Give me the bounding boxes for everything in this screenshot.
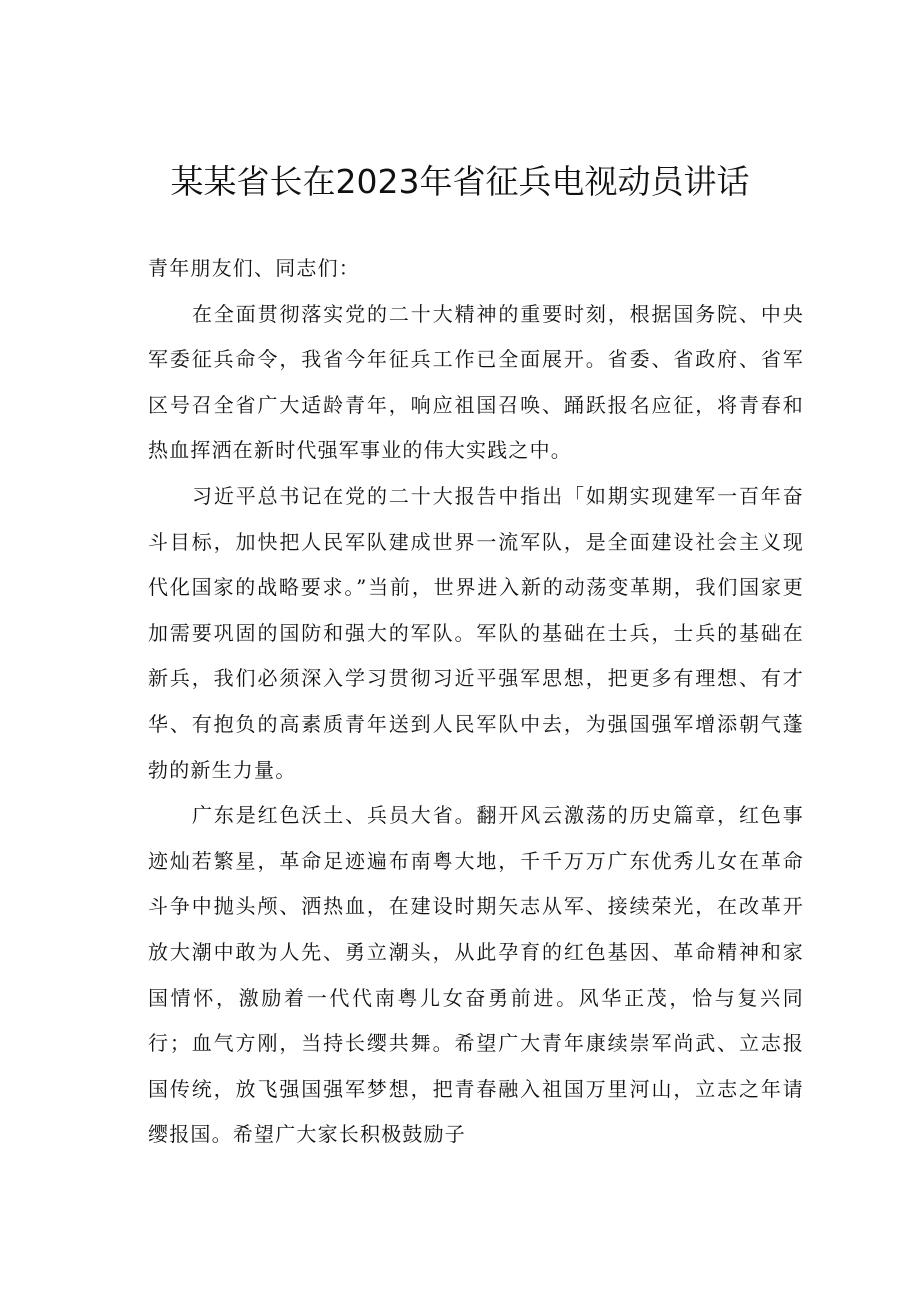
paragraph-2: 习近平总书记在党的二十大报告中指出「如期实现建军一百年奋斗目标，加快把人民军队建成世界一流军队，是全面建设社会主义现代化国家的战略要求。”当前，世界进入新的动荡变革期，我们国家更加需要巩固的国防和强大的军队。军队的基础在士兵，士兵的基础在新兵，我们必须深入学习贯彻习近平强军思想，把更多有理想、有才华、有抱负的高素质青年送到人民军队中去，为强国强军增添朝气蓬勃的新生力量。: [148, 483, 804, 782]
salutation: 青年朋友们、同志们：: [148, 256, 360, 280]
paragraph-1: 在全面贯彻落实党的二十大精神的重要时刻，根据国务院、中央军委征兵命令，我省今年征兵工作已全面展开。省委、省政府、省军区号召全省广大适龄青年，响应祖国召唤、踊跃报名应征，将青春和热血挥洒在新时代强军事业的伟大实践之中。: [148, 301, 804, 463]
document-title: 某某省长在2023年省征兵电视动员讲话: [170, 162, 750, 201]
document-body: [148, 246, 804, 1158]
paragraph-3: 广东是红色沃土、兵员大省。翻开风云激荡的历史篇章，红色事迹灿若繁星，革命足迹遍布南粤大地，千千万万广东优秀儿女在革命斗争中抛头颅、洒热血，在建设时期矢志从军、接续荣光，在改革开放大潮中敢为人先、勇立潮头，从此孕育的红色基因、革命精神和家国情怀，激励着一代代南粤儿女奋勇前进。风华正茂，恰与复兴同行；血气方刚，当持长缨共舞。希望广大青年康续崇军尚武、立志报国传统，放飞强国强军梦想，把青春融入祖国万里河山，立志之年请缨报国。希望广大家长积极鼓励子: [148, 803, 804, 1147]
